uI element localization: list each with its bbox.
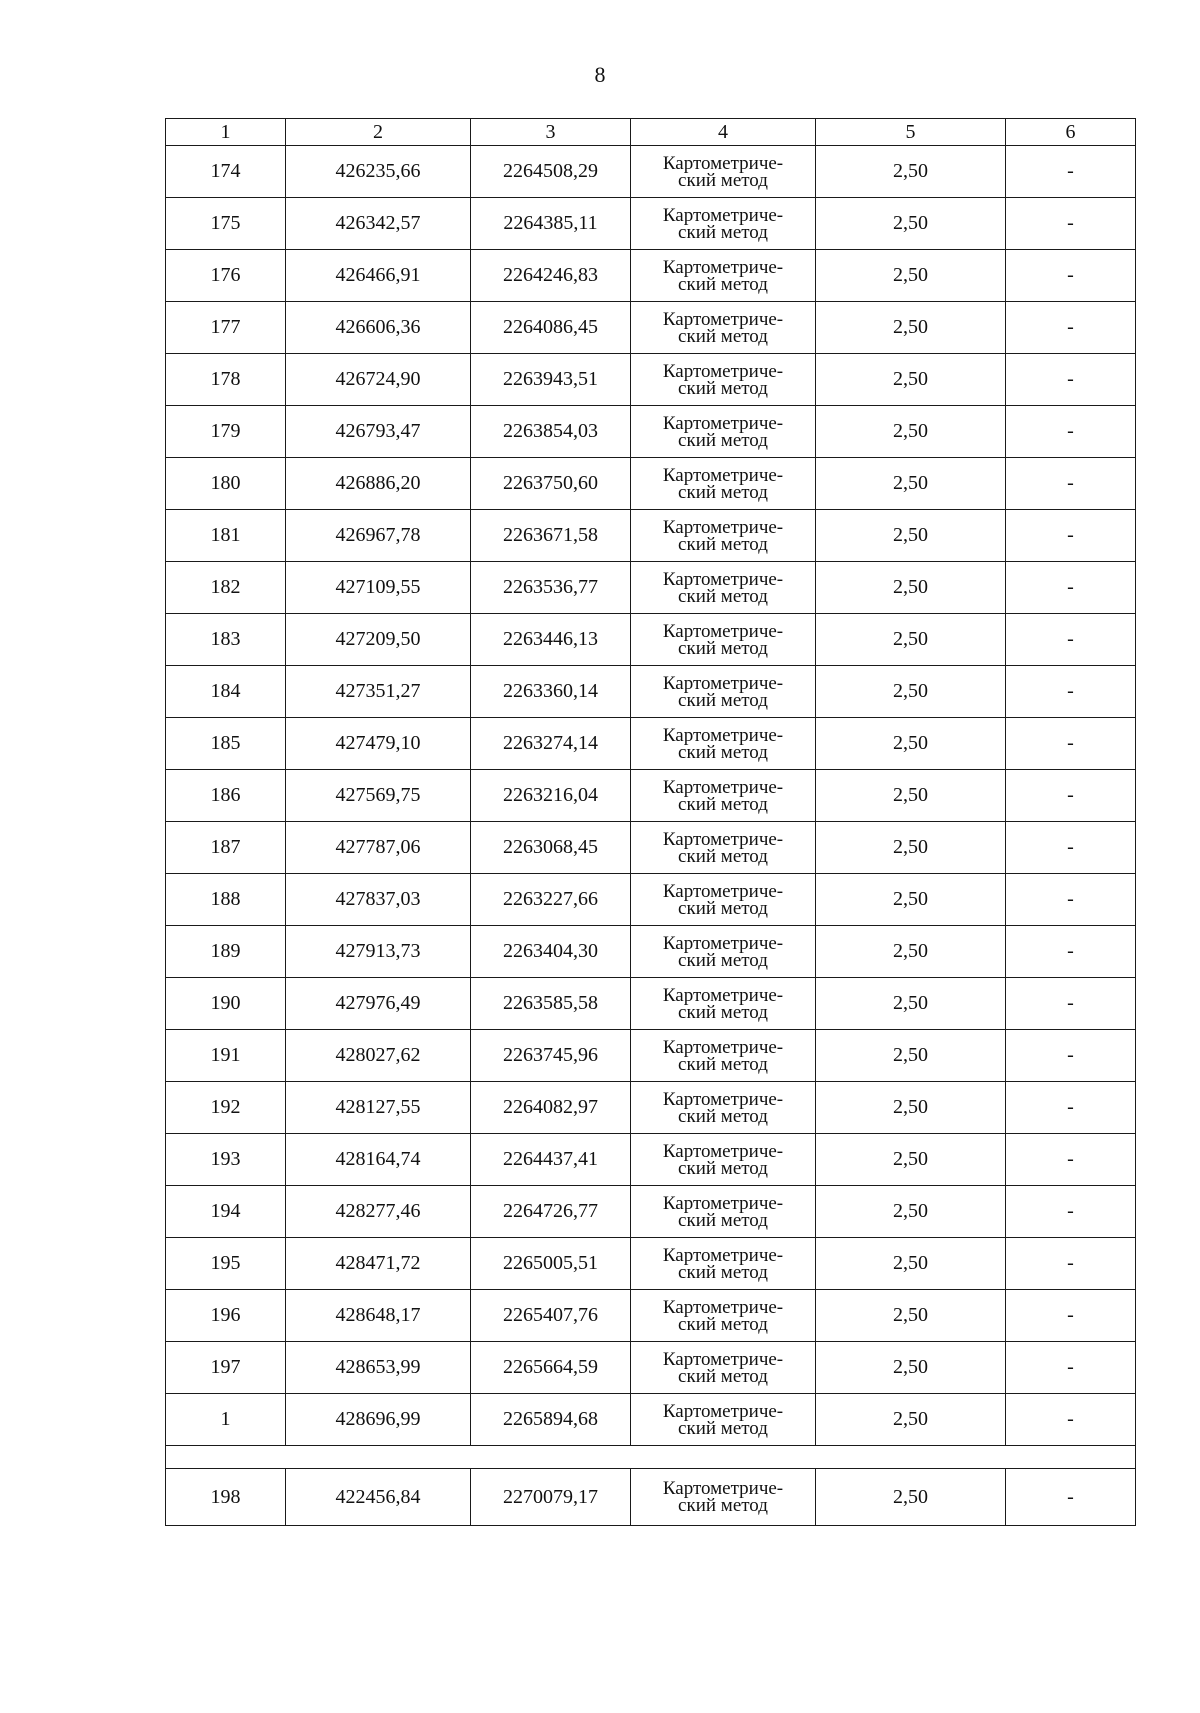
method-cell: [631, 614, 816, 666]
note-cell: -: [1006, 1342, 1136, 1394]
table-row: [166, 1134, 1136, 1186]
spacer-cell: [166, 1446, 1136, 1469]
table-row: [166, 718, 1136, 770]
method-cell: [631, 718, 816, 770]
y-coordinate-cell: 2263227,66: [471, 874, 631, 926]
method-line-1: Картометриче-: [662, 256, 784, 278]
table-row: [166, 458, 1136, 510]
method-line-2: ский метод: [678, 1209, 768, 1231]
point-number-cell: 1: [166, 1394, 286, 1446]
method-cell: [631, 874, 816, 926]
y-coordinate-cell: 2263854,03: [471, 406, 631, 458]
y-coordinate-cell: 2263360,14: [471, 666, 631, 718]
y-coordinate-cell: 2263536,77: [471, 562, 631, 614]
method-cell: [631, 822, 816, 874]
y-coordinate-cell: 2263216,04: [471, 770, 631, 822]
method-line-2: ский метод: [678, 1261, 768, 1283]
point-number-cell: 194: [166, 1186, 286, 1238]
point-number-cell: 188: [166, 874, 286, 926]
table-row: [166, 874, 1136, 926]
x-coordinate-cell: 427837,03: [286, 874, 471, 926]
x-coordinate-cell: 427976,49: [286, 978, 471, 1030]
x-coordinate-cell: 426235,66: [286, 146, 471, 198]
method-cell: [631, 1394, 816, 1446]
accuracy-cell: 2,50: [816, 198, 1006, 250]
x-coordinate-cell: 426793,47: [286, 406, 471, 458]
method-line-2: ский метод: [678, 1417, 768, 1439]
y-coordinate-cell: 2264385,11: [471, 198, 631, 250]
accuracy-cell: 2,50: [816, 822, 1006, 874]
method-line-1: Картометриче-: [662, 724, 784, 746]
method-cell: [631, 354, 816, 406]
table-row: [166, 406, 1136, 458]
note-cell: -: [1006, 666, 1136, 718]
note-cell: -: [1006, 1469, 1136, 1526]
accuracy-cell: 2,50: [816, 718, 1006, 770]
method-line-2: ский метод: [678, 377, 768, 399]
point-number-cell: 177: [166, 302, 286, 354]
method-line-1: Картометриче-: [662, 1036, 784, 1058]
accuracy-cell: 2,50: [816, 1082, 1006, 1134]
method-cell: [631, 198, 816, 250]
method-line-2: ский метод: [678, 845, 768, 867]
method-cell: [631, 250, 816, 302]
accuracy-cell: 2,50: [816, 1290, 1006, 1342]
method-line-2: ский метод: [678, 793, 768, 815]
method-line-2: ский метод: [678, 533, 768, 555]
point-number-cell: 184: [166, 666, 286, 718]
accuracy-cell: 2,50: [816, 146, 1006, 198]
table-row: [166, 510, 1136, 562]
y-coordinate-cell: 2263943,51: [471, 354, 631, 406]
y-coordinate-cell: 2263446,13: [471, 614, 631, 666]
y-coordinate-cell: 2263404,30: [471, 926, 631, 978]
method-cell: [631, 302, 816, 354]
accuracy-cell: 2,50: [816, 1134, 1006, 1186]
method-line-2: ский метод: [678, 585, 768, 607]
method-line-1: Картометриче-: [662, 1140, 784, 1162]
note-cell: -: [1006, 1030, 1136, 1082]
method-line-2: ский метод: [678, 1105, 768, 1127]
table-row: [166, 1082, 1136, 1134]
method-line-1: Картометриче-: [662, 1192, 784, 1214]
point-number-cell: 179: [166, 406, 286, 458]
point-number-cell: 176: [166, 250, 286, 302]
note-cell: -: [1006, 614, 1136, 666]
note-cell: -: [1006, 1290, 1136, 1342]
method-line-1: Картометриче-: [662, 568, 784, 590]
method-cell: [631, 1030, 816, 1082]
method-line-2: ский метод: [678, 1365, 768, 1387]
note-cell: -: [1006, 1394, 1136, 1446]
method-line-1: Картометриче-: [662, 932, 784, 954]
point-number-cell: 181: [166, 510, 286, 562]
y-coordinate-cell: 2265894,68: [471, 1394, 631, 1446]
note-cell: -: [1006, 1238, 1136, 1290]
method-line-1: Картометриче-: [662, 204, 784, 226]
table-body: [166, 146, 1136, 1526]
spacer-row: [166, 1446, 1136, 1469]
table-row: [166, 822, 1136, 874]
table-row: [166, 926, 1136, 978]
table-row: [166, 354, 1136, 406]
method-cell: [631, 1082, 816, 1134]
header-col-3: 3: [471, 119, 631, 146]
accuracy-cell: 2,50: [816, 978, 1006, 1030]
method-line-2: ский метод: [678, 1053, 768, 1075]
table-row: [166, 770, 1136, 822]
method-line-2: ский метод: [678, 221, 768, 243]
method-line-2: ский метод: [678, 897, 768, 919]
table-row: [166, 1186, 1136, 1238]
accuracy-cell: 2,50: [816, 926, 1006, 978]
method-cell: [631, 562, 816, 614]
method-line-1: Картометриче-: [662, 1400, 784, 1422]
note-cell: -: [1006, 198, 1136, 250]
note-cell: -: [1006, 354, 1136, 406]
x-coordinate-cell: 427913,73: [286, 926, 471, 978]
method-line-1: Картометриче-: [662, 620, 784, 642]
point-number-cell: 182: [166, 562, 286, 614]
method-line-2: ский метод: [678, 1495, 768, 1516]
method-line-1: Картометриче-: [662, 152, 784, 174]
accuracy-cell: 2,50: [816, 1238, 1006, 1290]
table-row: [166, 614, 1136, 666]
note-cell: -: [1006, 978, 1136, 1030]
accuracy-cell: 2,50: [816, 458, 1006, 510]
method-cell: [631, 926, 816, 978]
note-cell: -: [1006, 718, 1136, 770]
method-line-2: ский метод: [678, 949, 768, 971]
method-line-2: ский метод: [678, 169, 768, 191]
accuracy-cell: 2,50: [816, 302, 1006, 354]
point-number-cell: 186: [166, 770, 286, 822]
x-coordinate-cell: 428648,17: [286, 1290, 471, 1342]
point-number-cell: 191: [166, 1030, 286, 1082]
table-row: [166, 1342, 1136, 1394]
note-cell: -: [1006, 770, 1136, 822]
x-coordinate-cell: 428277,46: [286, 1186, 471, 1238]
method-line-1: Картометриче-: [662, 776, 784, 798]
method-line-1: Картометриче-: [662, 360, 784, 382]
header-row: [166, 119, 1136, 146]
method-cell: [631, 146, 816, 198]
accuracy-cell: 2,50: [816, 1186, 1006, 1238]
header-col-2: 2: [286, 119, 471, 146]
method-line-2: ский метод: [678, 1313, 768, 1335]
table-row: [166, 1030, 1136, 1082]
method-line-1: Картометриче-: [662, 412, 784, 434]
note-cell: -: [1006, 874, 1136, 926]
y-coordinate-cell: 2264726,77: [471, 1186, 631, 1238]
table-row: [166, 1290, 1136, 1342]
accuracy-cell: 2,50: [816, 666, 1006, 718]
method-line-1: Картометриче-: [662, 516, 784, 538]
note-cell: -: [1006, 146, 1136, 198]
note-cell: -: [1006, 562, 1136, 614]
method-line-2: ский метод: [678, 429, 768, 451]
method-line-1: Картометриче-: [662, 1244, 784, 1266]
method-line-2: ский метод: [678, 1001, 768, 1023]
point-number-cell: 180: [166, 458, 286, 510]
method-cell: [631, 770, 816, 822]
method-cell: [631, 978, 816, 1030]
method-line-2: ский метод: [678, 741, 768, 763]
header-col-1: 1: [166, 119, 286, 146]
method-line-2: ский метод: [678, 273, 768, 295]
method-line-2: ский метод: [678, 325, 768, 347]
page-number: 8: [594, 62, 606, 87]
y-coordinate-cell: 2265664,59: [471, 1342, 631, 1394]
method-line-1: Картометриче-: [662, 828, 784, 850]
x-coordinate-cell: 422456,84: [286, 1469, 471, 1526]
y-coordinate-cell: 2264437,41: [471, 1134, 631, 1186]
y-coordinate-cell: 2270079,17: [471, 1469, 631, 1526]
note-cell: -: [1006, 250, 1136, 302]
y-coordinate-cell: 2263745,96: [471, 1030, 631, 1082]
x-coordinate-cell: 426466,91: [286, 250, 471, 302]
accuracy-cell: 2,50: [816, 406, 1006, 458]
table-row: [166, 562, 1136, 614]
x-coordinate-cell: 427787,06: [286, 822, 471, 874]
table-row: [166, 198, 1136, 250]
note-cell: -: [1006, 302, 1136, 354]
note-cell: -: [1006, 510, 1136, 562]
y-coordinate-cell: 2264508,29: [471, 146, 631, 198]
x-coordinate-cell: 427351,27: [286, 666, 471, 718]
method-line-2: ский метод: [678, 1157, 768, 1179]
method-line-1: Картометриче-: [662, 1348, 784, 1370]
y-coordinate-cell: 2263671,58: [471, 510, 631, 562]
x-coordinate-cell: 427109,55: [286, 562, 471, 614]
table-row: [166, 1469, 1136, 1526]
point-number-cell: 187: [166, 822, 286, 874]
method-line-1: Картометриче-: [662, 1088, 784, 1110]
x-coordinate-cell: 426342,57: [286, 198, 471, 250]
accuracy-cell: 2,50: [816, 614, 1006, 666]
note-cell: -: [1006, 926, 1136, 978]
y-coordinate-cell: 2265005,51: [471, 1238, 631, 1290]
point-number-cell: 195: [166, 1238, 286, 1290]
method-line-1: Картометриче-: [662, 1296, 784, 1318]
table-row: [166, 666, 1136, 718]
method-cell: [631, 406, 816, 458]
x-coordinate-cell: 428696,99: [286, 1394, 471, 1446]
accuracy-cell: 2,50: [816, 510, 1006, 562]
y-coordinate-cell: 2263068,45: [471, 822, 631, 874]
method-cell: [631, 1134, 816, 1186]
method-cell: [631, 458, 816, 510]
method-line-1: Картометриче-: [662, 672, 784, 694]
table-row: [166, 302, 1136, 354]
table-row: [166, 1238, 1136, 1290]
point-number-cell: 197: [166, 1342, 286, 1394]
method-line-2: ский метод: [678, 689, 768, 711]
y-coordinate-cell: 2265407,76: [471, 1290, 631, 1342]
note-cell: -: [1006, 1186, 1136, 1238]
point-number-cell: 189: [166, 926, 286, 978]
method-cell: [631, 1186, 816, 1238]
header-col-6: 6: [1006, 119, 1136, 146]
note-cell: -: [1006, 1082, 1136, 1134]
accuracy-cell: 2,50: [816, 562, 1006, 614]
accuracy-cell: 2,50: [816, 1394, 1006, 1446]
point-number-cell: 183: [166, 614, 286, 666]
x-coordinate-cell: 427479,10: [286, 718, 471, 770]
method-line-1: Картометриче-: [662, 464, 784, 486]
method-line-1: Картометриче-: [662, 880, 784, 902]
x-coordinate-cell: 428164,74: [286, 1134, 471, 1186]
accuracy-cell: 2,50: [816, 1030, 1006, 1082]
y-coordinate-cell: 2263585,58: [471, 978, 631, 1030]
x-coordinate-cell: 426724,90: [286, 354, 471, 406]
method-line-1: Картометриче-: [662, 984, 784, 1006]
x-coordinate-cell: 426606,36: [286, 302, 471, 354]
method-cell: [631, 1238, 816, 1290]
method-line-1: Картометриче-: [662, 308, 784, 330]
accuracy-cell: 2,50: [816, 1469, 1006, 1526]
accuracy-cell: 2,50: [816, 250, 1006, 302]
method-line-1: Картометриче-: [662, 1478, 784, 1499]
table-row: [166, 978, 1136, 1030]
x-coordinate-cell: 426886,20: [286, 458, 471, 510]
table-row: [166, 146, 1136, 198]
x-coordinate-cell: 428127,55: [286, 1082, 471, 1134]
method-cell: [631, 1342, 816, 1394]
y-coordinate-cell: 2263274,14: [471, 718, 631, 770]
point-number-cell: 174: [166, 146, 286, 198]
point-number-cell: 185: [166, 718, 286, 770]
header-col-5: 5: [816, 119, 1006, 146]
x-coordinate-cell: 427209,50: [286, 614, 471, 666]
point-number-cell: 198: [166, 1469, 286, 1526]
header-col-4: 4: [631, 119, 816, 146]
x-coordinate-cell: 427569,75: [286, 770, 471, 822]
method-cell: [631, 1290, 816, 1342]
x-coordinate-cell: 428653,99: [286, 1342, 471, 1394]
x-coordinate-cell: 426967,78: [286, 510, 471, 562]
y-coordinate-cell: 2264086,45: [471, 302, 631, 354]
x-coordinate-cell: 428471,72: [286, 1238, 471, 1290]
y-coordinate-cell: 2264246,83: [471, 250, 631, 302]
x-coordinate-cell: 428027,62: [286, 1030, 471, 1082]
y-coordinate-cell: 2263750,60: [471, 458, 631, 510]
note-cell: -: [1006, 406, 1136, 458]
method-line-2: ский метод: [678, 481, 768, 503]
method-cell: [631, 510, 816, 562]
y-coordinate-cell: 2264082,97: [471, 1082, 631, 1134]
point-number-cell: 192: [166, 1082, 286, 1134]
point-number-cell: 196: [166, 1290, 286, 1342]
note-cell: -: [1006, 458, 1136, 510]
point-number-cell: 178: [166, 354, 286, 406]
method-cell: [631, 1469, 816, 1526]
point-number-cell: 193: [166, 1134, 286, 1186]
note-cell: -: [1006, 1134, 1136, 1186]
method-cell: [631, 666, 816, 718]
coordinates-table: [165, 118, 1136, 1526]
accuracy-cell: 2,50: [816, 1342, 1006, 1394]
accuracy-cell: 2,50: [816, 874, 1006, 926]
method-line-2: ский метод: [678, 637, 768, 659]
accuracy-cell: 2,50: [816, 354, 1006, 406]
note-cell: -: [1006, 822, 1136, 874]
point-number-cell: 175: [166, 198, 286, 250]
table-row: [166, 1394, 1136, 1446]
point-number-cell: 190: [166, 978, 286, 1030]
accuracy-cell: 2,50: [816, 770, 1006, 822]
table-row: [166, 250, 1136, 302]
